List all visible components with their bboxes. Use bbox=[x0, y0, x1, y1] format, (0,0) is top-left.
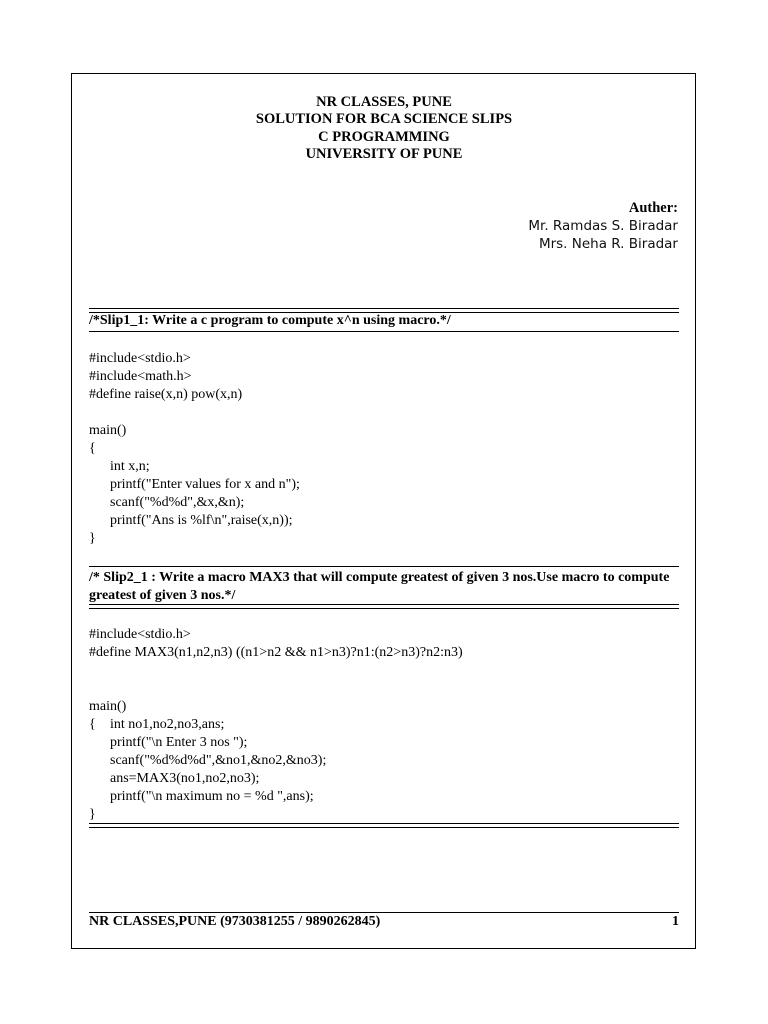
code-line: { bbox=[89, 441, 96, 456]
author-block bbox=[528, 199, 678, 253]
code-line: #include<math.h> bbox=[89, 369, 192, 384]
slip2-title: /* Slip2_1 : Write a macro MAX3 that will compute greatest of given 3 nos.Use macro to compute greatest of given 3 nos.*/ bbox=[89, 570, 670, 603]
code-line: main() bbox=[89, 423, 127, 438]
author-label: Auther: bbox=[628, 200, 678, 216]
institute-name: NR CLASSES, PUNE bbox=[316, 94, 452, 110]
code-line: #define raise(x,n) pow(x,n) bbox=[89, 387, 243, 402]
slip2-bottom-rule bbox=[89, 604, 679, 609]
subject-title: C PROGRAMMING bbox=[318, 128, 450, 145]
code-line bbox=[89, 404, 300, 422]
code-line bbox=[89, 662, 463, 680]
slip1-bottom-rule bbox=[89, 331, 679, 332]
code-line: main() bbox=[89, 699, 127, 714]
code-line: printf("Enter values for x and n"); bbox=[89, 477, 300, 492]
code-line: int x,n; bbox=[89, 459, 150, 474]
section-end-rule bbox=[89, 823, 679, 828]
code-line bbox=[89, 680, 463, 698]
code-line: ans=MAX3(no1,no2,no3); bbox=[89, 771, 260, 786]
document-subtitle: SOLUTION FOR BCA SCIENCE SLIPS bbox=[255, 111, 513, 128]
footer-contact: NR CLASSES,PUNE (9730381255 / 9890262845) bbox=[89, 914, 381, 929]
code-line: #define MAX3(n1,n2,n3) ((n1>n2 && n1>n3)?n1:(n2>n3)?n2:n3) bbox=[89, 645, 463, 660]
page-number: 1 bbox=[672, 914, 679, 929]
document-header bbox=[0, 94, 768, 163]
code-line: printf("\n Enter 3 nos "); bbox=[89, 735, 248, 750]
slip2-top-rule bbox=[89, 566, 679, 567]
author-name-2: Mrs. Neha R. Biradar bbox=[538, 236, 678, 252]
author-name-1: Mr. Ramdas S. Biradar bbox=[528, 218, 678, 234]
code-line: #include<stdio.h> bbox=[89, 351, 191, 366]
slip1-code-block bbox=[89, 350, 300, 548]
code-line: scanf("%d%d",&x,&n); bbox=[89, 495, 245, 510]
code-line: } bbox=[89, 807, 96, 822]
university-name: UNIVERSITY OF PUNE bbox=[305, 145, 463, 162]
code-line: scanf("%d%d%d",&no1,&no2,&no3); bbox=[89, 753, 327, 768]
code-line: printf("\n maximum no = %d ",ans); bbox=[89, 789, 314, 804]
slip1-title: /*Slip1_1: Write a c program to compute x^n using macro.*/ bbox=[89, 313, 451, 328]
slip2-code-block bbox=[89, 626, 463, 824]
code-line: } bbox=[89, 531, 96, 546]
footer-rule bbox=[89, 912, 679, 913]
code-line: #include<stdio.h> bbox=[89, 627, 191, 642]
code-line: printf("Ans is %lf\n",raise(x,n)); bbox=[89, 513, 293, 528]
code-line: { int no1,no2,no3,ans; bbox=[89, 717, 225, 732]
